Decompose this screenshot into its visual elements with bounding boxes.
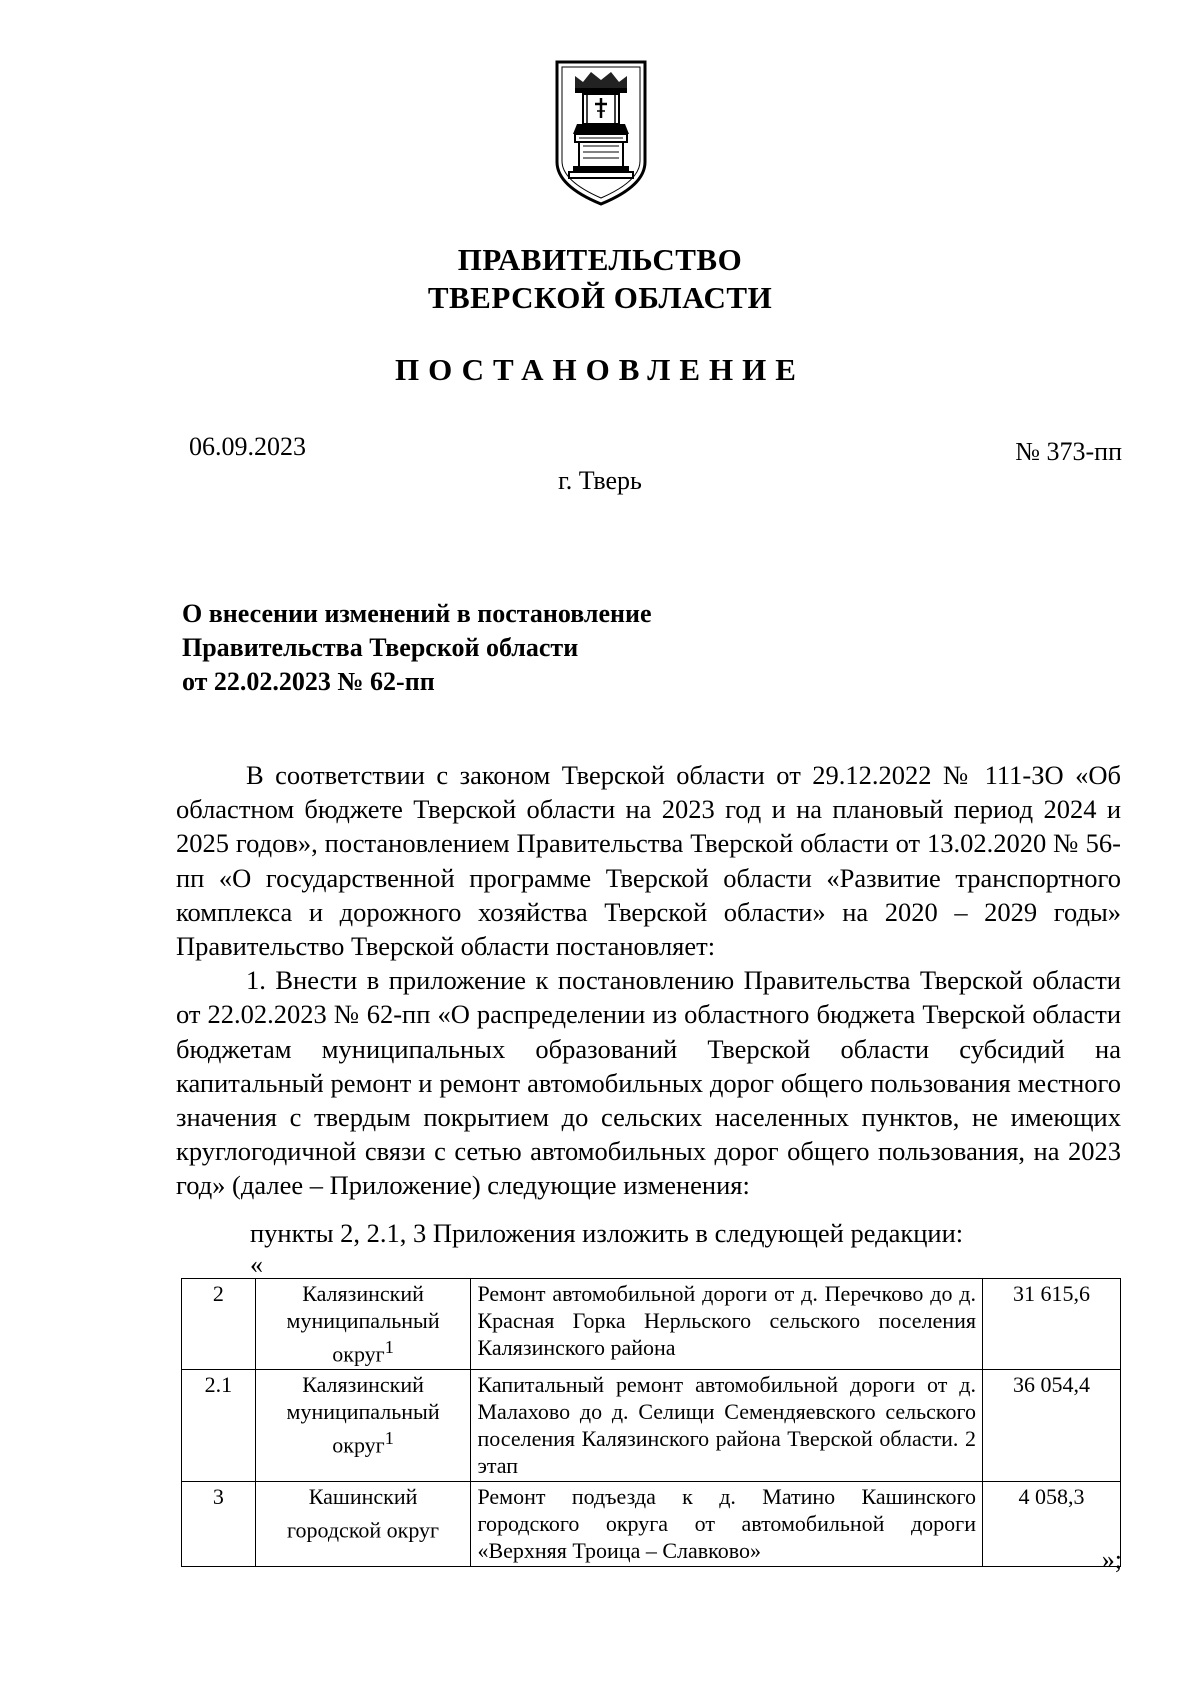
- municipality-name: Калязинский муниципальный округ: [286, 1281, 440, 1367]
- coat-of-arms-emblem: [553, 58, 649, 206]
- decree-city: г. Тверь: [558, 466, 642, 495]
- decree-subject: [182, 597, 782, 699]
- row-number: 2: [182, 1279, 256, 1370]
- municipality-name: Кашинский городской округ: [287, 1484, 440, 1543]
- row-description: Капитальный ремонт автомобильной дороги от д. Малахово до д. Селищи Семендяевского сельского поселения Калязинского района Тверской области. 2 этап: [471, 1370, 983, 1482]
- row-description: Ремонт автомобильной дороги от д. Перечково до д. Красная Горка Нерльского сельского поселения Калязинского района: [471, 1279, 983, 1370]
- subject-line: от 22.02.2023 № 62-пп: [182, 667, 435, 696]
- row-number: 2.1: [182, 1370, 256, 1482]
- subsidy-table: [181, 1278, 1121, 1567]
- row-amount: 4 058,3: [982, 1482, 1120, 1567]
- body-paragraph: В соответствии с законом Тверской области от 29.12.2022 № 111-ЗО «Об областном бюджете Тверской области на 2023 год и на плановый период 2024 и 2025 годов», постановлением Правительства Тверской области от 13.02.2020 № 56-пп «О государственной программе Тверской области «Развитие транспортного комплекса и дорожного хозяйства Тверской области» на 2020 – 2029 годы» Правительство Тверской области постановляет:: [176, 760, 1121, 962]
- row-municipality: [255, 1482, 471, 1567]
- subject-line: Правительства Тверской области: [182, 633, 579, 662]
- row-amount: 31 615,6: [982, 1279, 1120, 1370]
- table-row: [182, 1370, 1121, 1482]
- open-quote: «: [250, 1250, 263, 1279]
- table-row: [182, 1279, 1121, 1370]
- row-amount: 36 054,4: [982, 1370, 1120, 1482]
- row-municipality: [255, 1370, 471, 1482]
- decree-date: 06.09.2023: [189, 432, 306, 461]
- municipality-name: Калязинский муниципальный округ: [286, 1372, 440, 1458]
- government-title-line2: ТВЕРСКОЙ ОБЛАСТИ: [427, 280, 773, 315]
- footnote-mark: 1: [384, 1428, 394, 1449]
- decree-title: ПОСТАНОВЛЕНИЕ: [395, 352, 805, 387]
- decree-number: № 373-пп: [1015, 437, 1122, 466]
- row-number: 3: [182, 1482, 256, 1567]
- row-description: Ремонт подъезда к д. Матино Кашинского городского округа от автомобильной дороги «Верхняя Троица – Славково»: [471, 1482, 983, 1567]
- close-quote: »;: [1101, 1545, 1122, 1574]
- subject-line: О внесении изменений в постановление: [182, 599, 652, 628]
- government-title-line1: ПРАВИТЕЛЬСТВО: [457, 242, 743, 277]
- body-paragraph: 1. Внести в приложение к постановлению Правительства Тверской области от 22.02.2023 № 62-пп «О распределении из областного бюджета Тверской области бюджетам муниципальных образований Тверской области субсидий на капитальный ремонт и ремонт автомобильных дорог общего пользования местного значения с твердым покрытием до сельских населенных пунктов, не имеющих круглогодичной связи с сетью автомобильных дорог общего пользования, на 2023 год» (далее – Приложение) следующие изменения:: [176, 965, 1121, 1201]
- footnote-mark: 1: [384, 1337, 394, 1357]
- table-intro-line: пункты 2, 2.1, 3 Приложения изложить в следующей редакции:: [250, 1218, 964, 1248]
- row-municipality: [255, 1279, 471, 1370]
- decree-body: [176, 758, 1121, 1203]
- table-row: [182, 1482, 1121, 1567]
